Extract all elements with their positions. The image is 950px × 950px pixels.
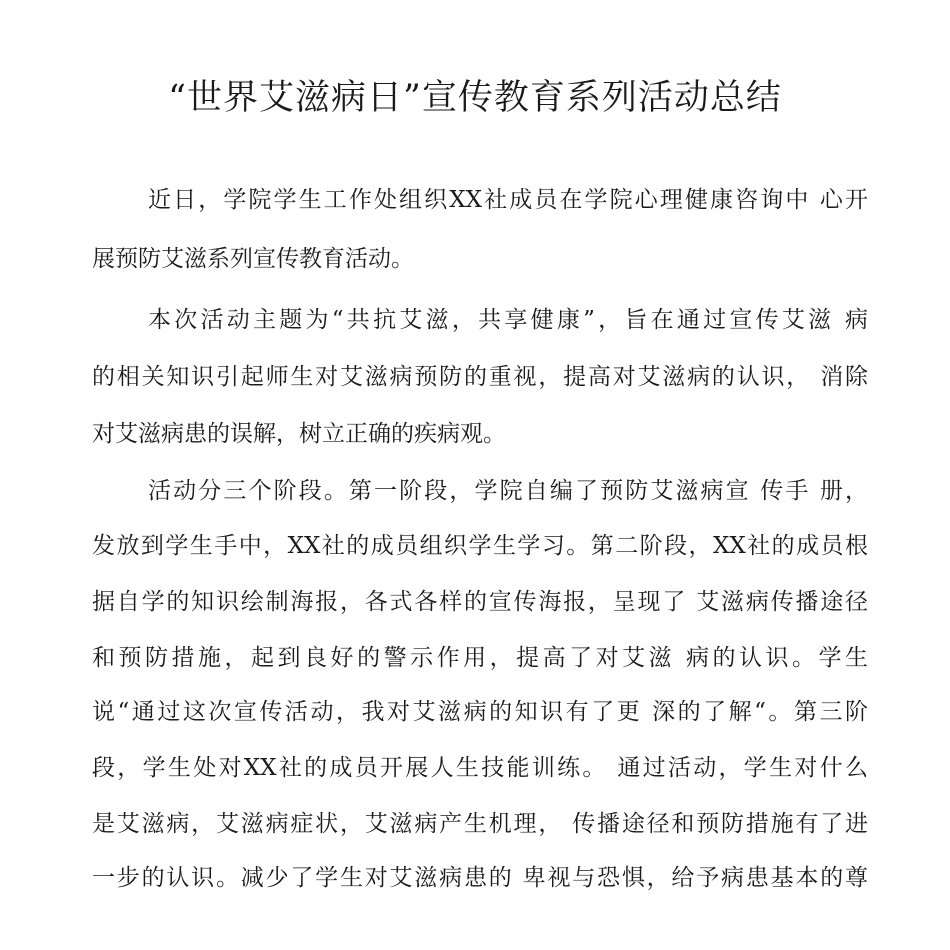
text-line: 一步的认识。减少了学生对艾滋病患的 卑视与恐惧，给予病患基本的尊: [92, 865, 868, 891]
text-line: 的相关知识引起师生对艾滋病预防的重视，提高对艾滋病的认识， 消除: [92, 364, 868, 390]
text-line: 展预防艾滋系列宣传教育活动。: [92, 246, 414, 272]
text-line: 对艾滋病患的误解，树立正确的疾病观。: [92, 421, 506, 447]
text-line: 段，学生处对XX社的成员开展人生技能训练。 通过活动，学生对什么: [92, 755, 868, 781]
text-line: 说“通过这次宣传活动，我对艾滋病的知识有了更 深的了解“。第三阶: [92, 699, 868, 725]
text-line: 和预防措施，起到良好的警示作用，提高了对艾滋 病的认识。学生: [92, 645, 868, 671]
text-line: 发放到学生手中，XX社的成员组织学生学习。第二阶段，XX社的成员根: [92, 533, 868, 559]
text-line: 据自学的知识绘制海报，各式各样的宣传海报，呈现了 艾滋病传播途径: [92, 589, 868, 615]
text-line: 活动分三个阶段。第一阶段，学院自编了预防艾滋病宣 传手 册，: [148, 478, 868, 504]
text-line: 是艾滋病，艾滋病症状，艾滋病产生机理， 传播途径和预防措施有了进: [92, 811, 868, 837]
text-line: 近日，学院学生工作处组织XX社成员在学院心理健康咨询中 心开: [148, 187, 868, 213]
text-line: 本次活动主题为“共抗艾滋，共享健康”，旨在通过宣传艾滋 病: [148, 307, 868, 333]
document-title: “世界艾滋病日”宣传教育系列活动总结: [168, 78, 782, 118]
